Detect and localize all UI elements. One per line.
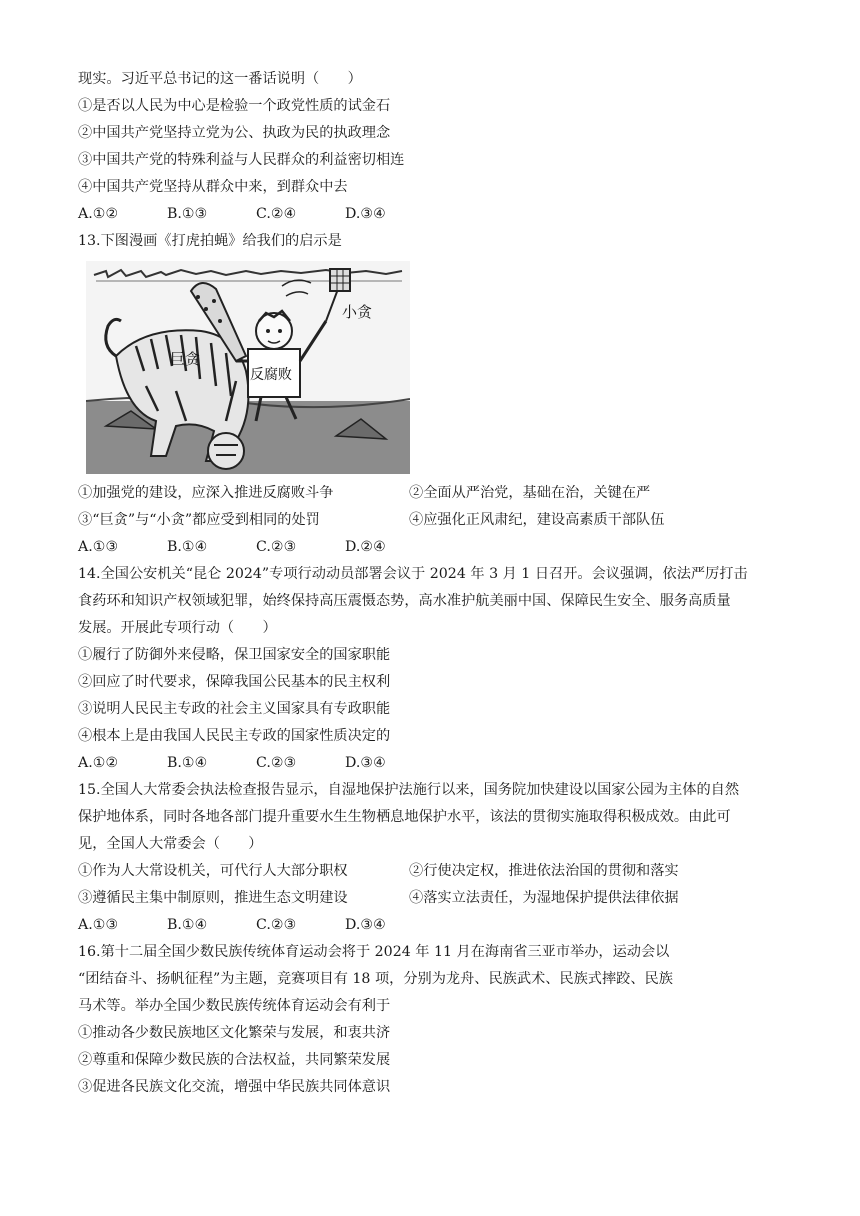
- statement: ①加强党的建设，应深入推进反腐败斗争: [78, 485, 334, 501]
- statement: ①是否以人民为中心是检验一个政党性质的试金石: [78, 98, 391, 114]
- option-c: C.②③: [256, 755, 297, 771]
- option-a: A.①③: [78, 539, 119, 555]
- option-b: B.①④: [167, 539, 208, 555]
- option-d: D.②④: [345, 539, 386, 555]
- statement: ③遵循民主集中制原则，推进生态文明建设: [78, 890, 348, 906]
- statement-row: [78, 480, 798, 507]
- statement: ③说明人民民主专政的社会主义国家具有专政职能: [78, 701, 391, 717]
- cartoon-label-big: 巨贪: [170, 350, 201, 368]
- option-b: B.①④: [167, 917, 208, 933]
- exam-page: [78, 66, 798, 1101]
- option-d: D.③④: [345, 917, 386, 933]
- statement: ③促进各民族文化交流，增强中华民族共同体意识: [78, 1079, 391, 1095]
- question-15: [78, 777, 798, 939]
- question-stem: 食药环和知识产权领域犯罪，始终保持高压震慑态势，高水准护航美丽中国、保障民生安全、服务高质量: [78, 593, 731, 609]
- cartoon-label-small: 小贪: [342, 303, 373, 321]
- answer-options: [78, 750, 798, 777]
- question-stem: 14.全国公安机关“昆仑 2024”专项行动动员部署会议于 2024 年 3 月 1 日召开。会议强调，依法严厉打击: [78, 566, 748, 582]
- statement: ②中国共产党坚持立党为公、执政为民的执政理念: [78, 125, 391, 141]
- option-d: D.③④: [345, 206, 386, 222]
- question-stem: 15.全国人大常委会执法检查报告显示，自湿地保护法施行以来，国务院加快建设以国家公园为主体的自然: [78, 782, 740, 798]
- question-stem: 保护地体系，同时各地各部门提升重要水生生物栖息地保护水平，该法的贯彻实施取得积极成效。由此可: [78, 809, 731, 825]
- question-stem: 发展。开展此专项行动（ ）: [78, 620, 277, 636]
- statement: ④落实立法责任，为湿地保护提供法律依据: [409, 890, 679, 906]
- question-stem: 见，全国人大常委会（ ）: [78, 836, 263, 852]
- cartoon-image: [86, 261, 410, 474]
- statement-row: [78, 507, 798, 534]
- statement: ③中国共产党的特殊利益与人民群众的利益密切相连: [78, 152, 405, 168]
- statement: ②全面从严治党，基础在治，关键在严: [409, 485, 651, 501]
- answer-options: [78, 912, 798, 939]
- statement: ①作为人大常设机关，可代行人大部分职权: [78, 863, 348, 879]
- option-a: A.①②: [78, 206, 119, 222]
- question-stem: 现实。习近平总书记的这一番话说明（ ）: [78, 71, 362, 87]
- option-b: B.①③: [167, 206, 208, 222]
- answer-options: [78, 201, 798, 228]
- statement: ②行使决定权，推进依法治国的贯彻和落实: [409, 863, 679, 879]
- option-c: C.②④: [256, 206, 297, 222]
- option-d: D.③④: [345, 755, 386, 771]
- question-stem: 13.下图漫画《打虎拍蝇》给我们的启示是: [78, 233, 342, 249]
- question-13: [78, 228, 798, 561]
- question-14: [78, 561, 798, 777]
- option-a: A.①②: [78, 755, 119, 771]
- statement: ②尊重和保障少数民族的合法权益，共同繁荣发展: [78, 1052, 391, 1068]
- statement-row: [78, 885, 798, 912]
- question-16: [78, 939, 798, 1101]
- statement: ④应强化正风肃纪，建设高素质干部队伍: [409, 512, 665, 528]
- question-stem: “团结奋斗、扬帆征程”为主题，竞赛项目有 18 项，分别为龙舟、民族武术、民族式摔跤、民族: [78, 971, 673, 987]
- option-c: C.②③: [256, 539, 297, 555]
- statement: ①推动各少数民族地区文化繁荣与发展，和衷共济: [78, 1025, 391, 1041]
- statement: ①履行了防御外来侵略，保卫国家安全的国家职能: [78, 647, 391, 663]
- question-stem: 马术等。举办全国少数民族传统体育运动会有利于: [78, 998, 391, 1014]
- statement: ④根本上是由我国人民民主专政的国家性质决定的: [78, 728, 391, 744]
- option-c: C.②③: [256, 917, 297, 933]
- statement: ③“巨贪”与“小贪”都应受到相同的处罚: [78, 512, 320, 528]
- answer-options: [78, 534, 798, 561]
- cartoon-label-man: 反腐败: [250, 367, 292, 383]
- option-a: A.①③: [78, 917, 119, 933]
- option-b: B.①④: [167, 755, 208, 771]
- statement: ②回应了时代要求，保障我国公民基本的民主权利: [78, 674, 391, 690]
- question-12: [78, 66, 798, 228]
- statement-row: [78, 858, 798, 885]
- statement: ④中国共产党坚持从群众中来，到群众中去: [78, 179, 348, 195]
- question-stem: 16.第十二届全国少数民族传统体育运动会将于 2024 年 11 月在海南省三亚市举办，运动会以: [78, 944, 670, 960]
